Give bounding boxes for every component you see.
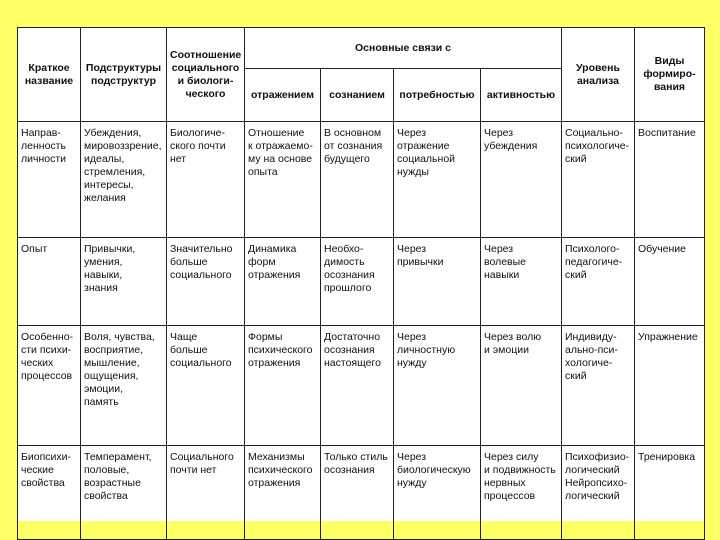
cell-consciousness: В основном от сознания будущего — [321, 122, 394, 238]
cell-ratio: Социального почти нет — [167, 446, 245, 540]
cell-level: Психолого- педагогиче- ский — [562, 238, 635, 326]
cell-name: Особенно- сти психи- ческих процессов — [18, 326, 81, 446]
personality-structure-table — [17, 27, 705, 540]
cell-name: Опыт — [18, 238, 81, 326]
header-reflection: отражением — [245, 69, 321, 122]
cell-activity: Через силу и подвижность нервных процессов — [481, 446, 562, 540]
cell-formation: Воспитание — [635, 122, 705, 238]
table-row — [18, 446, 705, 540]
cell-ratio: Биологиче- ского почти нет — [167, 122, 245, 238]
cell-name: Биопсихи- ческие свойства — [18, 446, 81, 540]
cell-ratio: Значительно больше социального — [167, 238, 245, 326]
cell-need: Через биологическую нужду — [394, 446, 481, 540]
cell-reflection: Формы психического отражения — [245, 326, 321, 446]
cell-activity: Через волю и эмоции — [481, 326, 562, 446]
header-need: потребностью — [394, 69, 481, 122]
cell-substructures: Воля, чувства, восприятие, мышление, ощущения, эмоции, память — [81, 326, 167, 446]
cell-need: Через привычки — [394, 238, 481, 326]
cell-formation: Обучение — [635, 238, 705, 326]
header-consciousness: сознанием — [321, 69, 394, 122]
cell-formation: Тренировка — [635, 446, 705, 540]
header-substructures: Подструктуры подструктур — [81, 28, 167, 122]
cell-level: Психофизио- логический Нейропсихо- логический — [562, 446, 635, 540]
cell-substructures: Убеждения, мировоззрение, идеалы, стремления, интересы, желания — [81, 122, 167, 238]
cell-level: Индивиду- ально-пси- хологиче- ский — [562, 326, 635, 446]
personality-structure-table-sheet — [17, 27, 704, 521]
cell-activity: Через волевые навыки — [481, 238, 562, 326]
header-row-1 — [18, 28, 705, 69]
cell-substructures: Привычки, умения, навыки, знания — [81, 238, 167, 326]
cell-formation: Упражнение — [635, 326, 705, 446]
table-row — [18, 238, 705, 326]
header-activity: активностью — [481, 69, 562, 122]
header-main-links: Основные связи с — [245, 28, 562, 69]
cell-consciousness: Необхо- димость осознания прошлого — [321, 238, 394, 326]
cell-consciousness: Только стиль осознания — [321, 446, 394, 540]
header-level: Уровень анализа — [562, 28, 635, 122]
cell-activity: Через убеждения — [481, 122, 562, 238]
cell-need: Через личностную нужду — [394, 326, 481, 446]
header-short-name: Краткое название — [18, 28, 81, 122]
cell-reflection: Динамика форм отражения — [245, 238, 321, 326]
cell-reflection: Механизмы психического отражения — [245, 446, 321, 540]
cell-need: Через отражение социальной нужды — [394, 122, 481, 238]
cell-level: Социально- психологиче- ский — [562, 122, 635, 238]
cell-ratio: Чаще больше социального — [167, 326, 245, 446]
header-ratio: Соотношение социального и биологи- ческого — [167, 28, 245, 122]
cell-reflection: Отношение к отражаемо- му на основе опыта — [245, 122, 321, 238]
header-formation: Виды формиро- вания — [635, 28, 705, 122]
cell-name: Направ- ленность личности — [18, 122, 81, 238]
cell-substructures: Темперамент, половые, возрастные свойства — [81, 446, 167, 540]
table-row — [18, 122, 705, 238]
cell-consciousness: Достаточно осознания настоящего — [321, 326, 394, 446]
table-row — [18, 326, 705, 446]
